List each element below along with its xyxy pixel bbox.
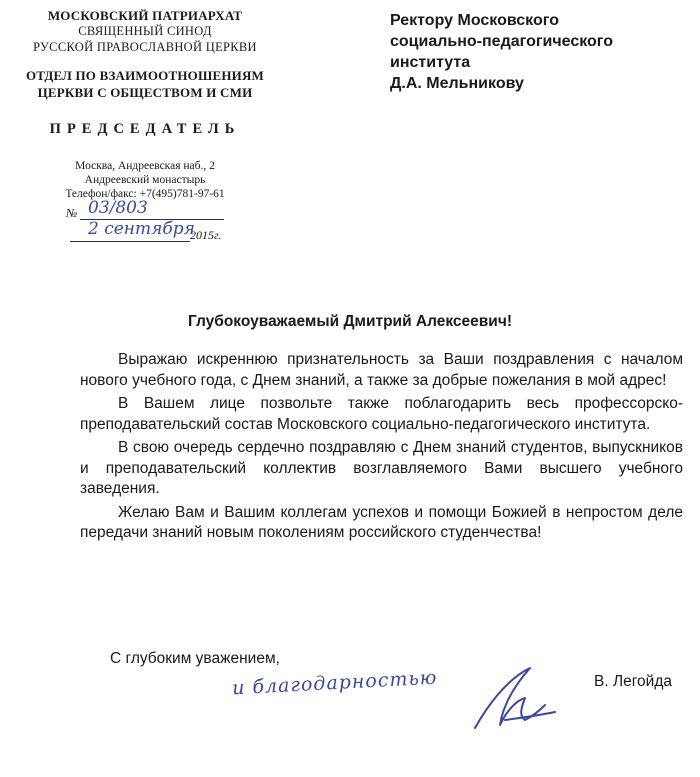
addressee-block (390, 10, 690, 94)
letter-body (80, 350, 683, 547)
date-handwritten: 2 сентября (88, 219, 195, 239)
addressee-line-4: Д.А. Мельникову (390, 75, 524, 92)
paragraph-3: В свою очередь сердечно поздравляю с Днем знаний студентов, выпускников и преподавательский коллектив возглавляемого Вами высшего учебного заведения. (80, 439, 683, 497)
paragraph-1: Выражаю искреннюю признательность за Ваши поздравления с началом нового учебного года, с Днем знаний, а также за добрые пожелания в мой адрес! (80, 351, 683, 389)
handwritten-note: и благодарностью (231, 666, 438, 700)
date-rule (70, 241, 190, 242)
letterhead-title: ПРЕДСЕДАТЕЛЬ (49, 121, 241, 137)
reference-number (66, 198, 148, 221)
closing-phrase: С глубоким уважением, (110, 650, 280, 667)
number-label: № (66, 206, 78, 220)
letterhead-synod: СВЯЩЕННЫЙ СИНОД (78, 24, 212, 38)
letterhead-church: РУССКОЙ ПРАВОСЛАВНОЙ ЦЕРКВИ (33, 40, 257, 54)
addressee-line-2: социально-педагогического (390, 33, 614, 50)
addressee-line-1: Ректору Московского (390, 12, 559, 29)
paragraph-2: В Вашем лице позвольте также поблагодарить весь профессорско-преподавательский состав Московского социально-педагогического института. (80, 395, 683, 433)
salutation: Глубокоуважаемый Дмитрий Алексеевич! (187, 313, 512, 330)
signature-icon (445, 650, 565, 740)
letterhead-patriarchate: МОСКОВСКИЙ ПАТРИАРХАТ (47, 8, 243, 23)
sender-name: В. Легойда (594, 673, 672, 690)
letterhead-department-2: ЦЕРКВИ С ОБЩЕСТВОМ И СМИ (37, 85, 253, 100)
letterhead-address-2: Андреевский монастырь (84, 174, 206, 186)
number-handwritten: 03/803 (88, 198, 148, 218)
paragraph-4: Желаю Вам и Вашим коллегам успехов и помощи Божией в непростом деле передачи знаний новым поколениям российского студенчества! (80, 503, 683, 541)
letterhead-department-1: ОТДЕЛ ПО ВЗАИМООТНОШЕНИЯМ (25, 68, 265, 83)
addressee-line-3: института (390, 54, 471, 71)
letterhead-phone: Телефон/факс: +7(495)781-97-61 (65, 188, 225, 200)
date-year: 2015г. (190, 228, 222, 242)
letterhead-address-1: Москва, Андреевская наб., 2 (75, 160, 215, 172)
